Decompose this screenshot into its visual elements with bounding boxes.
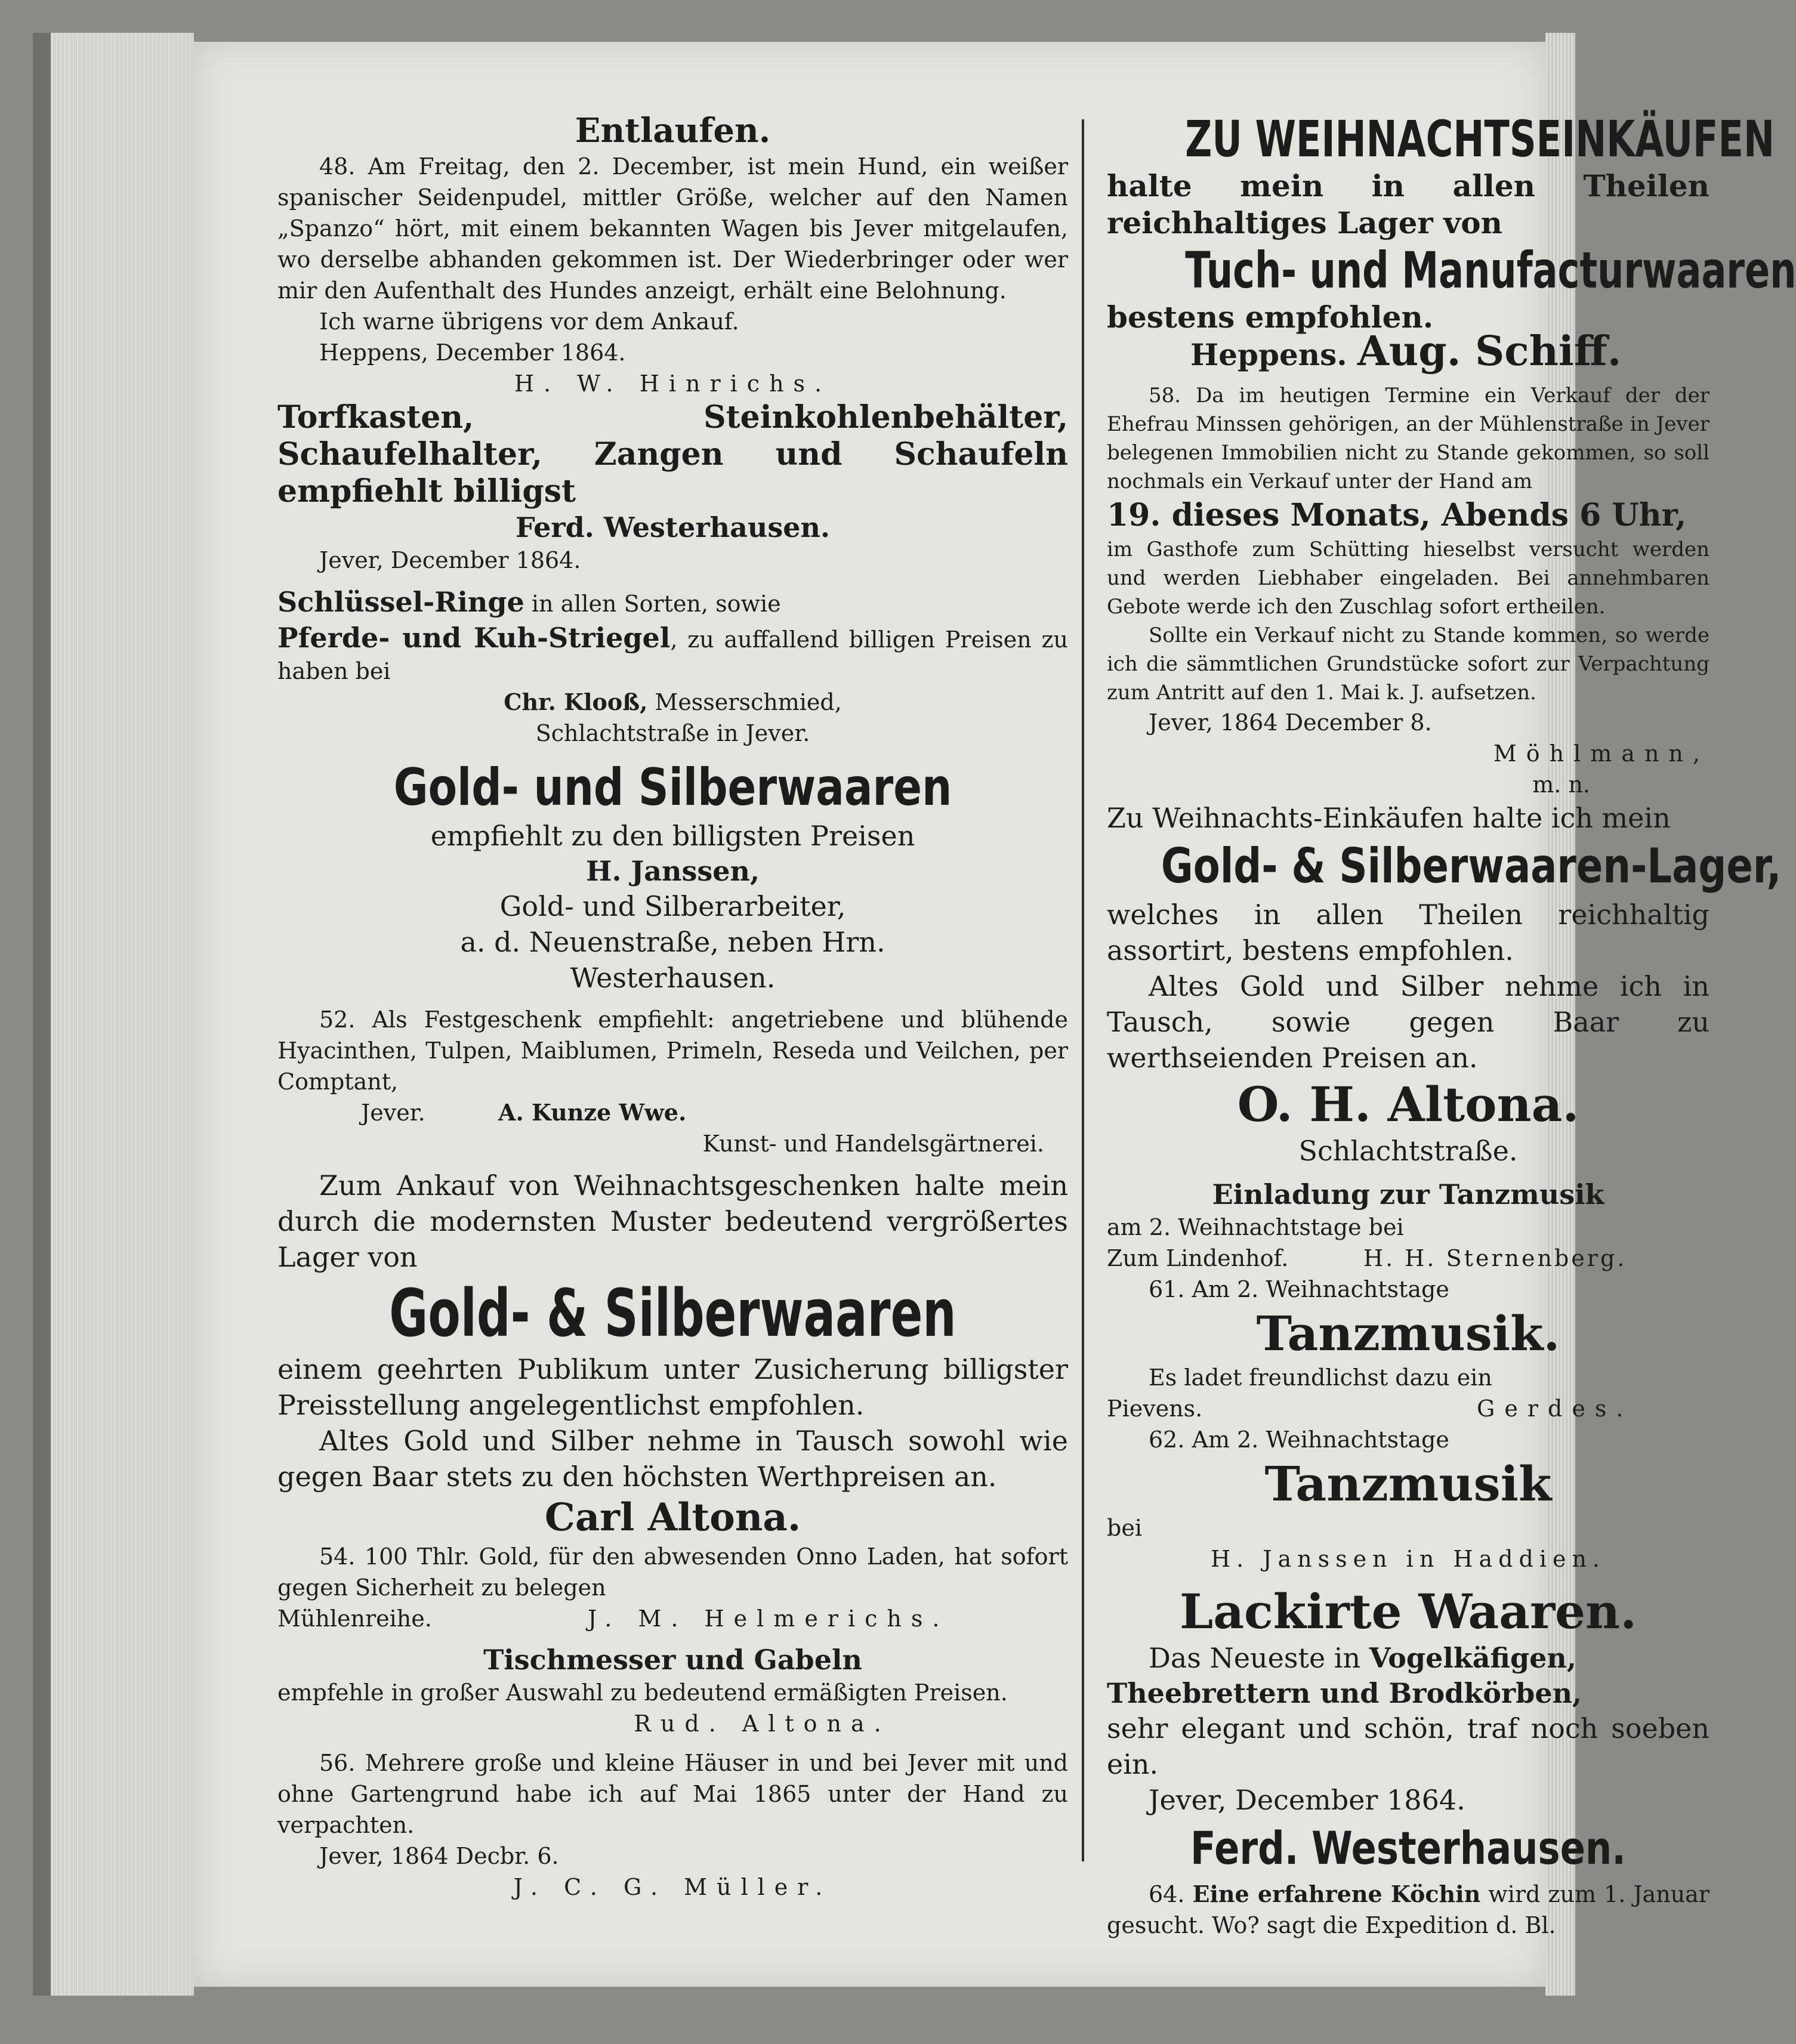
ad-tischmesser: [277, 1642, 1068, 1739]
ad-place: Jever, December 1864.: [319, 547, 581, 573]
ad-line: bei: [1107, 1515, 1142, 1541]
ad-line: sehr elegant und schön, traf noch soeben ein.: [1107, 1712, 1709, 1780]
ad-title: Entlaufen.: [575, 111, 771, 150]
ad-signature: Gerdes.: [1477, 1395, 1633, 1422]
ad-body: Altes Gold und Silber nehme in Tausch sowohl wie gegen Baar stets zu den höchsten Werthpreisen an.: [277, 1425, 1068, 1493]
ad-item: Pferde- und Kuh-Striegel: [277, 622, 671, 654]
ad-line: empfiehlt zu den billigsten Preisen: [430, 820, 915, 852]
ad-signature: Möhlmann,: [1493, 740, 1709, 767]
ad-body: im Gasthofe zum Schütting hieselbst versucht werden und werden Liebhaber eingeladen. Bei annehmbaren Gebote werde ich den Zuschlag sofort ertheilen.: [1107, 538, 1709, 619]
ad-place: Mühlenreihe.: [277, 1605, 432, 1632]
ad-line: Es ladet freundlichst dazu ein: [1149, 1364, 1492, 1391]
ad-item: Eine erfahrene Köchin: [1192, 1881, 1481, 1907]
ad-number: 64.: [1149, 1881, 1193, 1907]
ad-line: Theebrettern und Brodkörben,: [1107, 1677, 1582, 1709]
ad-title: Gold- & Silberwaaren-Lager,: [1161, 838, 1782, 894]
ad-thlr-gold: [277, 1541, 1068, 1634]
ad-festgeschenk: [277, 1004, 1068, 1159]
ad-tanzmusik-lindenhof: [1107, 1177, 1709, 1274]
ad-place: Jever, 1864 Decbr. 6.: [319, 1843, 559, 1869]
newspaper-page: [194, 42, 1796, 1987]
ad-body: 56. Mehrere große und kleine Häuser in und bei Jever mit und ohne Gartengrund habe ich auf Mai 1865 unter der Hand zu verpachten.: [277, 1750, 1068, 1838]
ad-signature: J. C. G. Müller.: [513, 1874, 832, 1900]
ad-title: Gold- & Silberwaaren: [389, 1275, 956, 1351]
ad-signature: Aug. Schiff.: [1357, 328, 1622, 375]
ad-torfkasten: [277, 399, 1068, 576]
ad-title: ZU WEIHNACHTSEINKÄUFEN: [1185, 110, 1775, 168]
ad-title: Tischmesser und Gabeln: [483, 1644, 862, 1676]
ad-signature: Ferd. Westerhausen.: [516, 511, 830, 544]
ad-signature: Ferd. Westerhausen.: [1190, 1821, 1626, 1875]
left-column: [277, 110, 1068, 1903]
ad-place: Heppens.: [1190, 337, 1347, 372]
ad-place: Jever, 1864 December 8.: [1149, 709, 1432, 736]
ad-line: bestens empfohlen.: [1107, 300, 1434, 335]
ad-line: a. d. Neuenstraße, neben Hrn.: [460, 926, 885, 958]
ad-subtitle: Kunst- und Handelsgärtnerei.: [702, 1131, 1044, 1157]
ad-body: empfehle in großer Auswahl zu bedeutend ermäßigten Preisen.: [277, 1679, 1008, 1706]
ad-carl-altona: [277, 1168, 1068, 1541]
right-column: [1107, 110, 1796, 1941]
ad-body: Altes Gold und Silber nehme ich in Tausch, sowie gegen Baar zu werthseienden Preisen an.: [1107, 970, 1709, 1074]
ad-body: welches in allen Theilen reichhaltig assortirt, bestens empfohlen.: [1107, 899, 1709, 967]
ad-tanzmusik-gerdes: [1107, 1274, 1709, 1424]
book-spine-edge: [33, 33, 51, 1996]
ad-subtitle: m. n.: [1532, 771, 1590, 798]
ad-place: Jever, December 1864.: [1149, 1784, 1465, 1816]
ad-place: Pievens.: [1107, 1395, 1203, 1422]
ad-text: in allen Sorten, sowie: [524, 591, 781, 617]
ad-haeuser: [277, 1747, 1068, 1903]
ad-place: Schlachtstraße in Jever.: [535, 720, 810, 746]
ad-line: 62. Am 2. Weihnachtstage: [1149, 1427, 1449, 1453]
ad-text: , zu auffallend billigen Preisen zu haben bei: [277, 626, 1068, 684]
ad-title: Tuch- und Manufacturwaaren: [1185, 241, 1796, 300]
ad-signature: H. W. Hinrichs.: [514, 370, 832, 397]
ad-gold-silber-janssen: [277, 757, 1068, 996]
ad-oh-altona: [1107, 800, 1782, 1169]
ad-signature: Chr. Klooß,: [504, 688, 648, 715]
ad-item: Schlüssel-Ringe: [277, 586, 524, 618]
ad-title: Lackirte Waaren.: [1179, 1583, 1637, 1639]
ad-date: 19. dieses Monats, Abends 6 Uhr,: [1107, 497, 1687, 533]
ad-subtitle: Schlachtstraße.: [1298, 1135, 1518, 1167]
ad-text: wird zum 1. Januar gesucht. Wo? sagt die Expedition d. Bl.: [1107, 1881, 1709, 1938]
ad-signature: J. M. Helmerichs.: [588, 1605, 949, 1632]
ad-title: Tanzmusik.: [1256, 1305, 1560, 1361]
ad-body: Torfkasten, Steinkohlenbehälter, Schaufelhalter, Zangen und Schaufeln empfiehlt billigst: [277, 399, 1068, 510]
ad-schiff: [1107, 110, 1796, 375]
ad-intro: Zum Ankauf von Weihnachtsgeschenken halte mein durch die modernsten Muster bedeutend vergrößertes Lager von: [277, 1169, 1068, 1273]
ad-place: Jever.: [361, 1100, 425, 1126]
ad-signature: A. Kunze Wwe.: [498, 1099, 687, 1126]
ad-body: Ich warne übrigens vor dem Ankauf.: [319, 308, 739, 335]
ad-place: Heppens, December 1864.: [319, 339, 626, 366]
ad-signature: Carl Altona.: [544, 1495, 801, 1540]
ad-signature: Rud. Altona.: [634, 1710, 891, 1737]
ad-body: 54. 100 Thlr. Gold, für den abwesenden Onno Laden, hat sofort gegen Sicherheit zu belegen: [277, 1543, 1068, 1601]
ad-body: 52. Als Festgeschenk empfiehlt: angetriebene und blühende Hyacinthen, Tulpen, Maiblumen, Primeln, Reseda und Veilchen, per Comptant,: [277, 1006, 1068, 1095]
ad-signature: H. Janssen in Haddien.: [1210, 1546, 1606, 1572]
ad-item: Vogelkäfigen,: [1369, 1642, 1576, 1674]
ad-line: 61. Am 2. Weihnachtstage: [1149, 1276, 1449, 1302]
ad-title: Gold- und Silberwaaren: [393, 758, 952, 817]
ad-line: am 2. Weihnachtstage bei: [1107, 1214, 1404, 1240]
ad-line: Das Neueste in: [1149, 1642, 1369, 1674]
ad-body: 48. Am Freitag, den 2. December, ist mein Hund, ein weißer spanischer Seidenpudel, mittler Größe, welcher auf den Namen „Spanzo“ hört, mit einem bekannten Wagen bis Jever mitgelaufen, wo derselbe abhanden gekommen ist. Der Wiederbringer oder wer mir den Aufenthalt des Hundes anzeigt, erhält eine Belohnung.: [277, 153, 1068, 304]
ad-signature: O. H. Altona.: [1237, 1076, 1579, 1132]
ad-lackirte-waaren: [1107, 1583, 1709, 1879]
book-page-stack-left: [33, 33, 194, 1996]
ad-body: Sollte ein Verkauf nicht zu Stande kommen, so werde ich die sämmtlichen Grundstücke sofort zur Verpachtung zum Antritt auf den 1. Mai k. J. aufsetzen.: [1107, 623, 1709, 705]
ad-place: Zum Lindenhof.: [1107, 1245, 1289, 1271]
ad-tanzmusik-janssen: [1107, 1424, 1709, 1574]
ad-line: Westerhausen.: [570, 962, 776, 994]
ad-line: halte mein in allen Theilen reichhaltiges Lager von: [1107, 168, 1709, 240]
ad-body: 58. Da im heutigen Termine ein Verkauf der der Ehefrau Minssen gehörigen, an der Mühlenstraße in Jever belegenen Immobilien nicht zu Stande gekommen, so soll nochmals ein Verkauf unter der Hand am: [1107, 384, 1709, 493]
ad-signature: H. Janssen,: [585, 855, 760, 887]
ad-verkauf-minssen: [1107, 381, 1709, 800]
ad-title: Tanzmusik: [1264, 1456, 1552, 1512]
ad-title: Einladung zur Tanzmusik: [1212, 1178, 1604, 1211]
ad-intro: Zu Weihnachts-Einkäufen halte ich mein: [1107, 802, 1671, 834]
ad-body: einem geehrten Publikum unter Zusicherung billigster Preisstellung angelegentlichst empfohlen.: [277, 1353, 1068, 1421]
column-divider: [1082, 119, 1084, 1861]
ad-schluesselringe: [277, 584, 1068, 749]
ad-signature-title: Messerschmied,: [647, 689, 842, 715]
ad-signature: H. H. Sternenberg.: [1363, 1245, 1627, 1271]
ad-entlaufen: [277, 110, 1068, 399]
ad-koechin: [1107, 1879, 1709, 1941]
ad-line: Gold- und Silberarbeiter,: [499, 890, 846, 922]
